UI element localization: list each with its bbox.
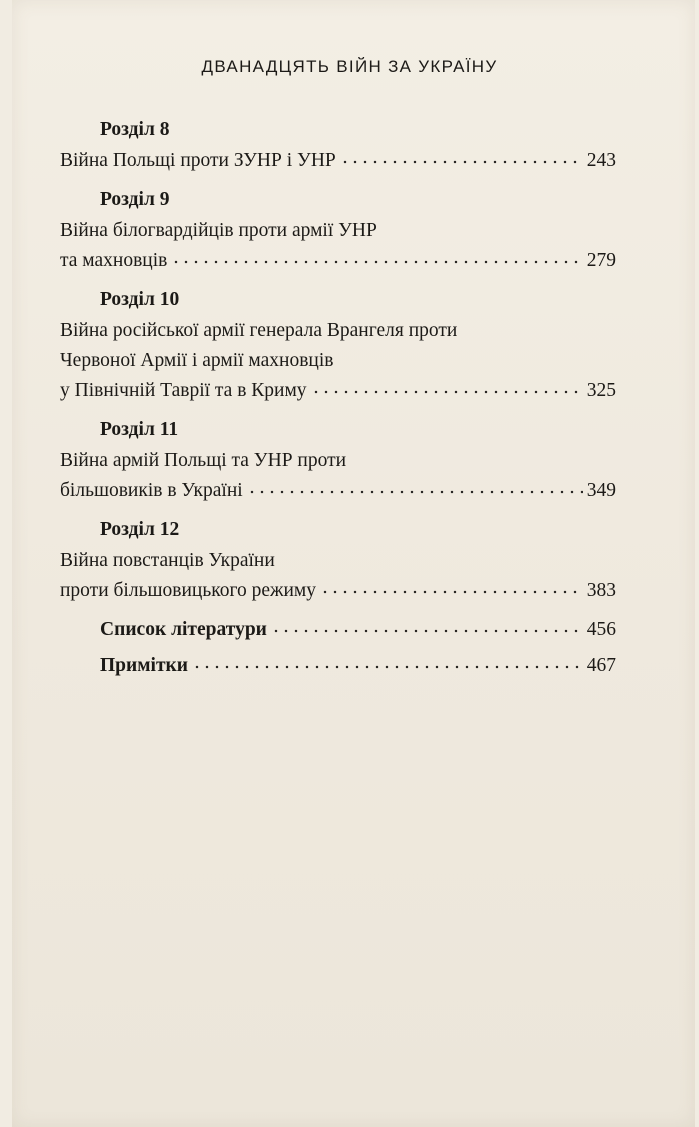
toc-entry[interactable]: [60, 146, 616, 176]
entry-title: Список літератури: [100, 619, 267, 640]
toc-section-11: [60, 415, 616, 506]
running-header: ДВАНАДЦЯТЬ ВІЙН ЗА УКРАЇНУ: [201, 57, 498, 76]
entry-title: Війна Польщі проти ЗУНР і УНР: [60, 150, 336, 171]
page-number: 243: [586, 150, 616, 171]
dot-leader: [171, 247, 582, 267]
table-of-contents: [60, 115, 616, 687]
page-number: 456: [586, 619, 616, 640]
dot-leader: [192, 652, 583, 672]
page-number: 467: [586, 655, 616, 676]
entry-title-line: Війна армій Польщі та УНР проти: [60, 450, 347, 471]
entry-title-line: Війна повстанців України: [60, 550, 275, 571]
toc-entry-bibliography[interactable]: [60, 615, 616, 645]
page-number: 279: [586, 250, 616, 271]
dot-leader: [320, 577, 583, 597]
entry-title: та махновців: [60, 250, 168, 271]
toc-entry[interactable]: [60, 376, 616, 406]
toc-entry[interactable]: [60, 246, 616, 276]
section-heading: Розділ 9: [100, 189, 170, 210]
entry-title-line: Війна російської армії генерала Врангеля проти: [60, 320, 458, 341]
entry-title: проти більшовицького режиму: [60, 580, 316, 601]
page-number: 383: [586, 580, 616, 601]
entry-title: Примітки: [100, 655, 188, 676]
section-heading: Розділ 8: [100, 119, 170, 140]
toc-entry[interactable]: [60, 576, 616, 606]
toc-section-10: [60, 285, 616, 406]
toc-entry-notes[interactable]: [60, 651, 616, 681]
entry-title: більшовиків в Україні: [60, 480, 243, 501]
dot-leader: [340, 147, 583, 167]
toc-section-12: [60, 515, 616, 606]
page-number: 349: [586, 480, 616, 501]
dot-leader: [247, 477, 583, 497]
section-heading: Розділ 11: [100, 419, 179, 440]
entry-title-line: Війна білогвардійців проти армії УНР: [60, 220, 377, 241]
dot-leader: [311, 377, 583, 397]
entry-title: у Північній Таврії та в Криму: [60, 380, 307, 401]
section-heading: Розділ 10: [100, 289, 180, 310]
toc-section-8: [60, 115, 616, 176]
toc-entry[interactable]: [60, 476, 616, 506]
page-number: 325: [586, 380, 616, 401]
section-heading: Розділ 12: [100, 519, 180, 540]
dot-leader: [271, 616, 583, 636]
toc-section-9: [60, 185, 616, 276]
entry-title-line: Червоної Армії і армії махновців: [60, 350, 334, 371]
